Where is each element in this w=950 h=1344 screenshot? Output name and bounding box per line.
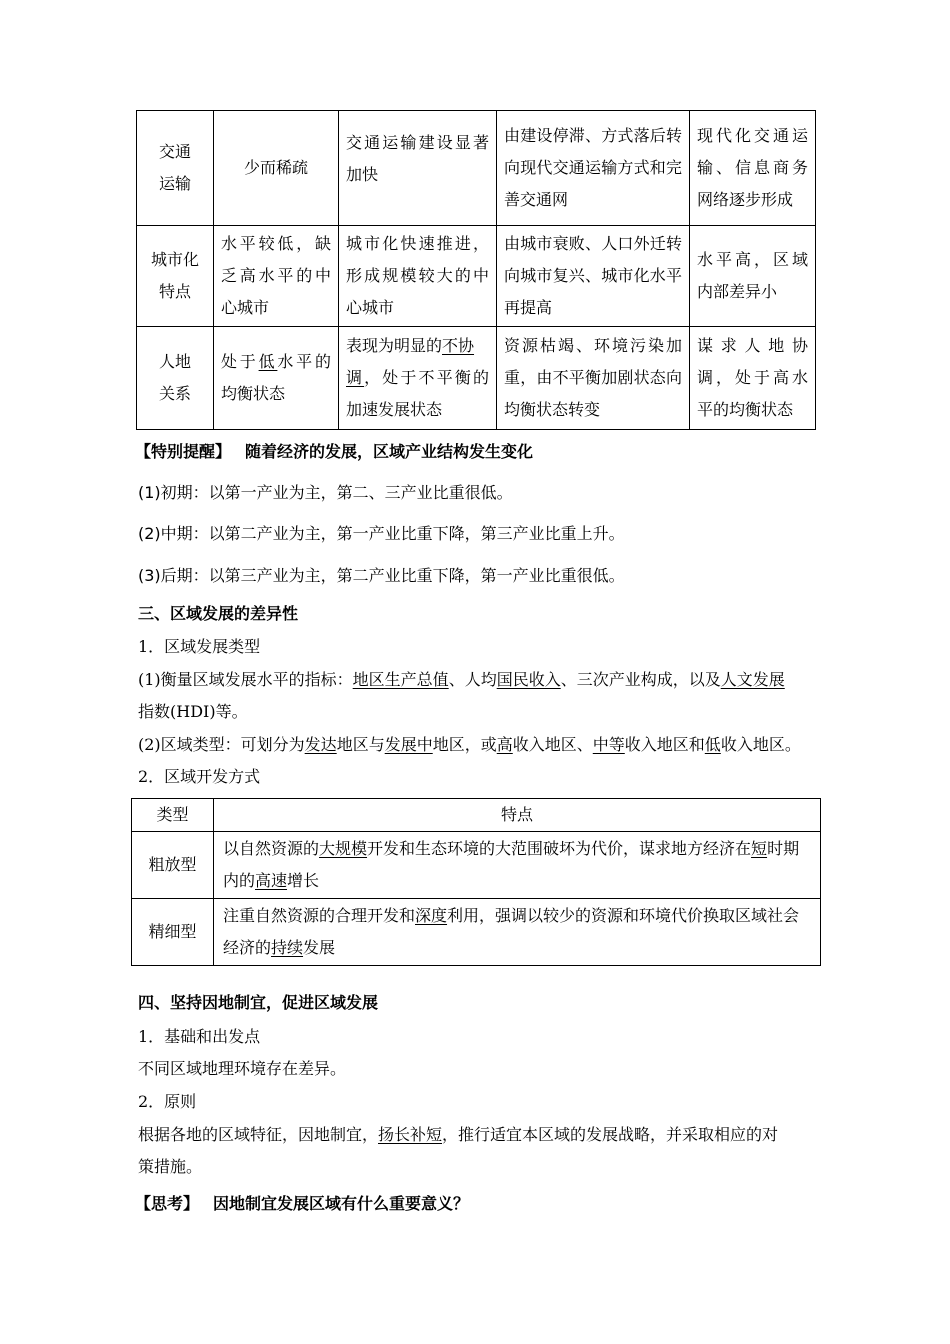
note-item: (1)初期：以第一产业为主，第二、三产业比重很低。 [138, 483, 513, 502]
underlined-answer: 发展中 [384, 735, 433, 754]
table-cell: 谋求人地协调，处于高水平的均衡状态 [690, 327, 816, 430]
table-cell: 处于低水平的均衡状态 [214, 327, 339, 430]
subheading: 1．区域发展类型 [138, 637, 261, 656]
table-cell: 由建设停滞、方式落后转向现代交通运输方式和完善交通网 [497, 111, 690, 226]
note-heading: 【特别提醒】 随着经济的发展，区域产业结构发生变化 [135, 442, 534, 461]
underlined-answer: 地区生产总值 [352, 670, 449, 689]
underlined-answer: 发达 [304, 735, 337, 754]
note-item: (2)中期：以第二产业为主，第一产业比重下降，第三产业比重上升。 [138, 524, 625, 543]
paragraph-cont: 策措施。 [138, 1157, 203, 1176]
underlined-answer: 低 [258, 352, 278, 371]
paragraph: (1)衡量区域发展水平的指标：地区生产总值、人均国民收入、三次产业构成，以及人文发展 [138, 670, 785, 689]
row-header-transport: 交通 运输 [137, 111, 214, 226]
section-heading: 三、区域发展的差异性 [138, 604, 299, 623]
feature-cell: 注重自然资源的合理开发和深度利用，强调以较少的资源和环境代价换取区域社会经济的持续发展 [214, 899, 821, 966]
row-header-urbanization: 城市化 特点 [137, 226, 214, 327]
subheading: 2．原则 [138, 1092, 197, 1111]
think-heading: 【思考】 因地制宜发展区域有什么重要意义？ [135, 1194, 470, 1213]
development-mode-table [131, 798, 821, 966]
underlined-answer: 大规模 [319, 839, 368, 858]
regional-development-stage-table [136, 110, 816, 430]
table-cell: 水平较低，缺乏高水平的中心城市 [214, 226, 339, 327]
table-cell: 少而稀疏 [214, 111, 339, 226]
underlined-answer: 持续 [271, 938, 304, 957]
feature-cell: 以自然资源的大规模开发和生态环境的大范围破坏为代价，谋求地方经济在短时期内的高速增长 [214, 832, 821, 899]
underlined-answer: 中等 [592, 735, 625, 754]
note-item: (3)后期：以第三产业为主，第二产业比重下降，第一产业比重很低。 [138, 566, 625, 585]
table-cell: 交通运输建设显著加快 [339, 111, 497, 226]
table-cell: 水平高，区域内部差异小 [690, 226, 816, 327]
row-header-human-land: 人地 关系 [137, 327, 214, 430]
underlined-answer: 调 [346, 368, 365, 387]
section-heading: 四、坚持因地制宜，促进区域发展 [138, 993, 379, 1012]
underlined-answer: 高 [496, 735, 513, 754]
paragraph-cont: 指数(HDI)等。 [138, 702, 248, 721]
underlined-answer: 扬长补短 [378, 1125, 443, 1144]
underlined-answer: 低 [704, 735, 721, 754]
paragraph: (2)区域类型：可划分为发达地区与发展中地区，或高收入地区、中等收入地区和低收入地区。 [138, 735, 801, 754]
subheading: 2．区域开发方式 [138, 767, 261, 786]
paragraph: 不同区域地理环境存在差异。 [138, 1059, 347, 1078]
underlined-answer: 高速 [255, 871, 288, 890]
table-row-urbanization [137, 226, 816, 327]
underlined-answer: 深度 [415, 906, 448, 925]
type-cell: 精细型 [132, 899, 214, 966]
table-cell: 由城市衰败、人口外迁转向城市复兴、城市化水平再提高 [497, 226, 690, 327]
underlined-answer: 短 [751, 839, 768, 858]
table-row [132, 832, 821, 899]
subheading: 1．基础和出发点 [138, 1027, 261, 1046]
underlined-answer: 人文发展 [720, 670, 785, 689]
underlined-answer: 不协 [442, 336, 475, 355]
table-header-row [132, 799, 821, 832]
table-cell: 城市化快速推进，形成规模较大的中心城市 [339, 226, 497, 327]
column-header-feature: 特点 [214, 799, 821, 832]
paragraph: 根据各地的区域特征，因地制宜，扬长补短，推行适宜本区域的发展战略，并采取相应的对 [138, 1125, 779, 1144]
table-cell: 资源枯竭、环境污染加重，由不平衡加剧状态向均衡状态转变 [497, 327, 690, 430]
type-cell: 粗放型 [132, 832, 214, 899]
table-row [132, 899, 821, 966]
underlined-answer: 国民收入 [496, 670, 561, 689]
table-row-transport [137, 111, 816, 226]
table-cell: 表现为明显的不协 调，处于不平衡的加速发展状态 [339, 327, 497, 430]
table-row-human-land [137, 327, 816, 430]
table-cell: 现代化交通运输、信息商务网络逐步形成 [690, 111, 816, 226]
column-header-type: 类型 [132, 799, 214, 832]
